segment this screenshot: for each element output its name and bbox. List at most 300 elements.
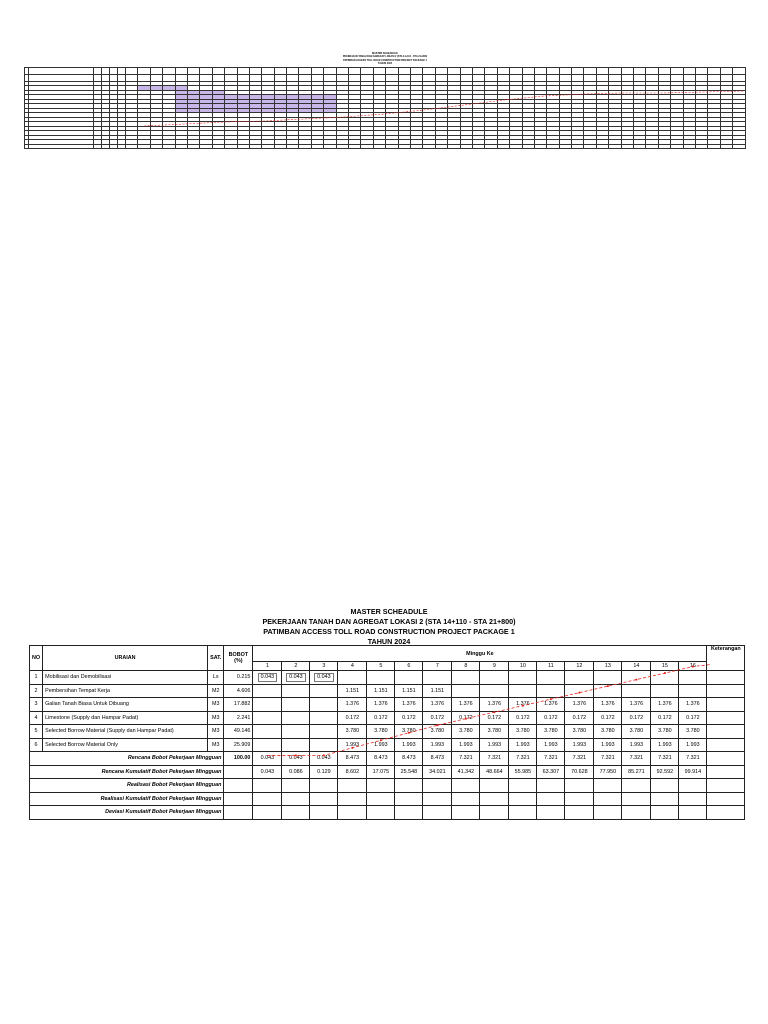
- mini-cell: [311, 74, 323, 81]
- summary-week-cell: 85.271: [622, 765, 651, 779]
- summary-label: Realisasi Kumulatif Bobot Pekerjaan Mingguan: [30, 792, 224, 806]
- mini-cell: [410, 144, 422, 149]
- summary-week-cell: 7.321: [679, 752, 707, 766]
- item-week-cell: [537, 684, 565, 698]
- item-bobot: 2.241: [224, 711, 253, 725]
- item-week-cell: [310, 698, 338, 712]
- item-row: [30, 698, 745, 712]
- mini-cell: [547, 74, 559, 81]
- mini-cell: [150, 144, 162, 149]
- mini-cell: [658, 144, 670, 149]
- mini-cell: [423, 67, 435, 74]
- item-week-cell: [509, 684, 537, 698]
- mini-cell: [187, 74, 199, 81]
- week-number: 10: [509, 662, 537, 671]
- item-week-cell: [679, 725, 707, 739]
- summary-week-cell: [452, 779, 480, 793]
- item-week-cell: [452, 711, 480, 725]
- item-week-cell: [679, 671, 707, 685]
- item-week-cell: [395, 738, 423, 752]
- item-week-cell: [423, 711, 452, 725]
- summary-keterangan: [707, 792, 745, 806]
- mini-cell: [448, 144, 460, 149]
- summary-bobot: [224, 779, 253, 793]
- mini-cell: [150, 67, 162, 74]
- summary-week-cell: [395, 806, 423, 820]
- item-week-value: 3.780: [544, 728, 558, 735]
- item-week-cell: [338, 738, 367, 752]
- item-week-value: 0.172: [516, 714, 530, 721]
- item-week-value: 1.993: [459, 741, 473, 748]
- header-row: [30, 646, 745, 662]
- item-keterangan: [707, 698, 745, 712]
- item-week-value: 1.993: [686, 741, 700, 748]
- week-number: 11: [537, 662, 565, 671]
- summary-week-cell: [509, 779, 537, 793]
- mini-schedule-table: [24, 67, 746, 150]
- mini-cell: [646, 67, 658, 74]
- mini-cell: [287, 67, 299, 74]
- mini-cell: [237, 74, 249, 81]
- item-keterangan: [707, 725, 745, 739]
- mini-cell: [237, 67, 249, 74]
- item-week-value: 1.151: [402, 687, 416, 694]
- item-week-cell: [253, 684, 282, 698]
- mini-cell: [110, 144, 118, 149]
- item-week-cell: [253, 671, 282, 685]
- item-week-value: 3.780: [601, 728, 615, 735]
- mini-title-line: MASTER SCHEADULE: [372, 52, 398, 55]
- mini-cell: [671, 144, 683, 149]
- item-week-cell: [651, 684, 679, 698]
- mini-cell: [695, 144, 707, 149]
- mini-cell: [559, 74, 571, 81]
- summary-week-cell: [367, 779, 395, 793]
- mini-cell: [658, 67, 670, 74]
- mini-cell: [695, 74, 707, 81]
- summary-week-cell: [594, 792, 622, 806]
- mini-cell: [720, 144, 732, 149]
- summary-week-cell: [651, 792, 679, 806]
- item-week-value: 0.172: [658, 714, 672, 721]
- item-week-cell: [282, 698, 310, 712]
- document-subtitle: PEKERJAAN TANAH DAN AGREGAT LOKASI 2 (STA 14+110 - STA 21+800): [262, 617, 516, 626]
- summary-week-cell: 7.321: [537, 752, 565, 766]
- mini-cell: [361, 67, 373, 74]
- item-week-cell: [594, 711, 622, 725]
- mini-cell: [621, 144, 633, 149]
- summary-week-cell: 7.321: [452, 752, 480, 766]
- item-week-cell: [509, 725, 537, 739]
- item-week-cell: [480, 711, 509, 725]
- mini-cell: [386, 74, 398, 81]
- mini-cell: [150, 74, 162, 81]
- item-week-cell: [651, 725, 679, 739]
- item-week-value: 1.993: [516, 741, 530, 748]
- week-number: 1: [253, 662, 282, 671]
- mini-cell: [596, 74, 608, 81]
- header-uraian: URAIAN: [43, 646, 208, 671]
- summary-week-cell: [565, 806, 594, 820]
- week-number: 15: [651, 662, 679, 671]
- item-week-cell: [622, 684, 651, 698]
- week-number: 14: [622, 662, 651, 671]
- item-sat: Ls: [208, 671, 224, 685]
- summary-week-cell: 25.548: [395, 765, 423, 779]
- summary-week-cell: 48.664: [480, 765, 509, 779]
- mini-cell: [200, 67, 212, 74]
- mini-cell: [336, 144, 348, 149]
- week-number: 16: [679, 662, 707, 671]
- mini-cell: [163, 144, 175, 149]
- item-week-cell: [537, 738, 565, 752]
- item-week-value: 1.376: [402, 701, 416, 708]
- summary-bobot: [224, 792, 253, 806]
- mini-cell: [175, 144, 187, 149]
- mini-cell: [510, 144, 522, 149]
- week-number: 4: [338, 662, 367, 671]
- mini-cell: [311, 144, 323, 149]
- mini-cell: [448, 67, 460, 74]
- mini-cell: [609, 67, 621, 74]
- mini-cell: [29, 67, 94, 74]
- mini-cell: [671, 74, 683, 81]
- item-week-cell: [338, 711, 367, 725]
- item-week-value: 0.172: [544, 714, 558, 721]
- mini-cell: [460, 67, 472, 74]
- mini-cell: [373, 67, 385, 74]
- summary-week-cell: [282, 806, 310, 820]
- mini-cell: [683, 67, 695, 74]
- summary-week-cell: [679, 779, 707, 793]
- summary-week-cell: 7.321: [509, 752, 537, 766]
- summary-week-cell: [537, 779, 565, 793]
- summary-week-cell: 0.043: [282, 752, 310, 766]
- summary-week-cell: [452, 792, 480, 806]
- item-week-value: 1.376: [374, 701, 388, 708]
- mini-cell: [274, 144, 286, 149]
- item-week-cell: [338, 725, 367, 739]
- item-week-value: 0.172: [629, 714, 644, 721]
- summary-keterangan: [707, 752, 745, 766]
- item-bobot: 17.882: [224, 698, 253, 712]
- mini-cell: [237, 144, 249, 149]
- item-week-value: 0.043: [258, 673, 278, 682]
- item-week-cell: [367, 725, 395, 739]
- item-week-cell: [651, 738, 679, 752]
- item-week-cell: [310, 684, 338, 698]
- week-number: 6: [395, 662, 423, 671]
- mini-cell: [94, 67, 102, 74]
- item-no: 1: [30, 671, 43, 685]
- summary-week-cell: 92.592: [651, 765, 679, 779]
- schedule-table: [29, 645, 745, 820]
- mini-cell: [373, 74, 385, 81]
- summary-week-cell: [651, 806, 679, 820]
- week-number: 12: [565, 662, 594, 671]
- item-sat: M3: [208, 711, 224, 725]
- item-week-value: 1.376: [629, 701, 644, 708]
- item-bobot: 4.606: [224, 684, 253, 698]
- mini-cell: [497, 67, 509, 74]
- item-week-cell: [565, 711, 594, 725]
- item-row: [30, 711, 745, 725]
- mini-cell: [262, 74, 274, 81]
- item-week-cell: [651, 711, 679, 725]
- mini-cell: [733, 74, 746, 81]
- mini-cell: [102, 74, 110, 81]
- item-week-cell: [367, 711, 395, 725]
- summary-keterangan: [707, 765, 745, 779]
- mini-cell: [249, 144, 261, 149]
- item-week-cell: [509, 711, 537, 725]
- item-week-value: 1.993: [629, 741, 644, 748]
- summary-bobot: [224, 765, 253, 779]
- item-week-cell: [594, 698, 622, 712]
- summary-week-cell: [594, 806, 622, 820]
- mini-cell: [460, 144, 472, 149]
- summary-row: [30, 792, 745, 806]
- mini-cell: [349, 144, 361, 149]
- summary-week-cell: 0.086: [282, 765, 310, 779]
- mini-cell: [559, 144, 571, 149]
- mini-cell: [423, 144, 435, 149]
- item-week-cell: [622, 738, 651, 752]
- mini-cell: [225, 74, 237, 81]
- mini-cell: [163, 74, 175, 81]
- mini-row: [25, 67, 746, 74]
- mini-titles: [24, 52, 746, 66]
- item-week-cell: [253, 698, 282, 712]
- item-row: [30, 725, 745, 739]
- mini-cell: [621, 67, 633, 74]
- item-uraian: Mobilisasi dan Demobilisasi: [43, 671, 208, 685]
- summary-week-cell: 8.473: [338, 752, 367, 766]
- summary-week-cell: [310, 792, 338, 806]
- item-week-value: 0.172: [459, 714, 473, 721]
- item-week-value: 3.780: [516, 728, 530, 735]
- mini-cell: [547, 67, 559, 74]
- week-number: 13: [594, 662, 622, 671]
- mini-cell: [274, 74, 286, 81]
- item-week-value: 1.151: [345, 687, 360, 694]
- item-week-cell: [367, 738, 395, 752]
- item-week-value: 1.993: [601, 741, 615, 748]
- item-week-cell: [594, 738, 622, 752]
- mini-cell: [118, 144, 126, 149]
- item-week-cell: [253, 711, 282, 725]
- item-week-value: 1.993: [572, 741, 587, 748]
- item-week-cell: [565, 698, 594, 712]
- item-week-cell: [282, 671, 310, 685]
- summary-week-cell: [509, 806, 537, 820]
- item-week-cell: [622, 698, 651, 712]
- mini-cell: [720, 67, 732, 74]
- summary-week-cell: [480, 792, 509, 806]
- item-week-value: 1.376: [459, 701, 473, 708]
- summary-row: [30, 779, 745, 793]
- item-row: [30, 671, 745, 685]
- mini-cell: [472, 67, 484, 74]
- mini-cell: [708, 74, 720, 81]
- mini-cell: [386, 67, 398, 74]
- item-row: [30, 738, 745, 752]
- item-week-value: 0.172: [374, 714, 388, 721]
- mini-cell: [287, 74, 299, 81]
- summary-week-cell: [679, 792, 707, 806]
- summary-week-cell: [253, 792, 282, 806]
- item-week-cell: [509, 671, 537, 685]
- item-week-cell: [395, 671, 423, 685]
- mini-cell: [410, 67, 422, 74]
- summary-week-cell: [565, 779, 594, 793]
- mini-cell: [126, 67, 138, 74]
- item-week-value: 0.172: [601, 714, 615, 721]
- summary-week-cell: 0.129: [310, 765, 338, 779]
- mini-cell: [733, 144, 746, 149]
- mini-cell: [324, 144, 336, 149]
- mini-cell: [336, 74, 348, 81]
- item-week-cell: [395, 684, 423, 698]
- mini-cell: [609, 74, 621, 81]
- mini-cell: [225, 67, 237, 74]
- mini-cell: [138, 67, 150, 74]
- week-number: 3: [310, 662, 338, 671]
- item-week-value: 3.780: [374, 728, 388, 735]
- item-week-value: 0.172: [430, 714, 445, 721]
- item-week-cell: [565, 671, 594, 685]
- summary-week-cell: 63.307: [537, 765, 565, 779]
- item-keterangan: [707, 684, 745, 698]
- item-week-value: 3.780: [459, 728, 473, 735]
- mini-title-line: PATIMBAN ACCESS TOLL ROAD CONSTRUCTION PROJECT PACKAGE 1: [343, 58, 427, 62]
- item-no: 6: [30, 738, 43, 752]
- mini-title-line: TAHUN 2024: [377, 62, 393, 66]
- item-sat: M3: [208, 738, 224, 752]
- item-week-value: 0.172: [572, 714, 587, 721]
- summary-week-cell: [622, 779, 651, 793]
- item-week-cell: [622, 671, 651, 685]
- summary-week-cell: 0.043: [253, 752, 282, 766]
- mini-cell: [299, 67, 311, 74]
- mini-cell: [110, 67, 118, 74]
- item-uraian: Limestone (Supply dan Hampar Padat): [43, 711, 208, 725]
- mini-row: [25, 144, 746, 149]
- item-sat: M3: [208, 725, 224, 739]
- item-week-value: 0.172: [487, 714, 502, 721]
- item-week-value: 1.993: [402, 741, 416, 748]
- mini-cell: [596, 67, 608, 74]
- mini-cell: [547, 144, 559, 149]
- item-week-cell: [282, 738, 310, 752]
- mini-cell: [596, 144, 608, 149]
- mini-cell: [324, 67, 336, 74]
- week-number: 8: [452, 662, 480, 671]
- item-week-cell: [537, 671, 565, 685]
- mini-cell: [485, 74, 497, 81]
- item-week-cell: [622, 725, 651, 739]
- mini-cell: [200, 74, 212, 81]
- mini-cell: [175, 67, 187, 74]
- mini-cell: [522, 74, 534, 81]
- mini-cell: [118, 74, 126, 81]
- mini-cell: [361, 74, 373, 81]
- mini-cell: [708, 144, 720, 149]
- mini-cell: [621, 74, 633, 81]
- summary-week-cell: [622, 806, 651, 820]
- summary-week-cell: 7.321: [565, 752, 594, 766]
- item-week-cell: [565, 684, 594, 698]
- item-keterangan: [707, 711, 745, 725]
- mini-cell: [398, 74, 410, 81]
- summary-week-cell: [338, 806, 367, 820]
- item-uraian: Selected Borrow Material (Supply dan Hampar Padat): [43, 725, 208, 739]
- item-week-value: 1.376: [487, 701, 502, 708]
- summary-week-cell: [367, 792, 395, 806]
- mini-row: [25, 74, 746, 81]
- summary-keterangan: [707, 779, 745, 793]
- mini-cell: [435, 74, 447, 81]
- item-uraian: Galian Tanah Biasa Untuk Dibuang: [43, 698, 208, 712]
- summary-week-cell: [367, 806, 395, 820]
- item-week-cell: [310, 671, 338, 685]
- item-week-cell: [452, 684, 480, 698]
- mini-cell: [249, 74, 261, 81]
- mini-cell: [534, 74, 546, 81]
- week-number: 5: [367, 662, 395, 671]
- item-week-value: 3.780: [345, 728, 360, 735]
- summary-week-cell: [253, 779, 282, 793]
- mini-cell: [126, 144, 138, 149]
- summary-row: [30, 752, 745, 766]
- mini-cell: [349, 74, 361, 81]
- mini-cell: [423, 74, 435, 81]
- item-no: 5: [30, 725, 43, 739]
- header-keterangan: Keterangan: [707, 646, 745, 671]
- item-sat: M3: [208, 698, 224, 712]
- mini-cell: [299, 74, 311, 81]
- mini-schedule-thumbnail: [24, 52, 746, 149]
- summary-week-cell: 7.321: [622, 752, 651, 766]
- mini-cell: [695, 67, 707, 74]
- summary-week-cell: [480, 779, 509, 793]
- item-week-cell: [679, 684, 707, 698]
- mini-cell: [658, 74, 670, 81]
- mini-cell: [522, 67, 534, 74]
- mini-cell: [200, 144, 212, 149]
- item-keterangan: [707, 738, 745, 752]
- mini-cell: [634, 67, 646, 74]
- summary-label: Rencana Bobot Pekerjaan Mingguan: [30, 752, 224, 766]
- summary-week-cell: [338, 779, 367, 793]
- item-week-value: 1.376: [430, 701, 445, 708]
- mini-cell: [311, 67, 323, 74]
- mini-cell: [510, 74, 522, 81]
- mini-cell: [485, 67, 497, 74]
- item-week-cell: [253, 738, 282, 752]
- item-week-value: 1.993: [374, 741, 388, 748]
- mini-cell: [572, 74, 584, 81]
- item-week-cell: [480, 684, 509, 698]
- mini-cell: [559, 67, 571, 74]
- item-week-value: 1.376: [572, 701, 587, 708]
- item-week-cell: [537, 725, 565, 739]
- mini-cell: [572, 67, 584, 74]
- summary-week-cell: [282, 792, 310, 806]
- mini-cell: [386, 144, 398, 149]
- summary-keterangan: [707, 806, 745, 820]
- mini-cell: [485, 144, 497, 149]
